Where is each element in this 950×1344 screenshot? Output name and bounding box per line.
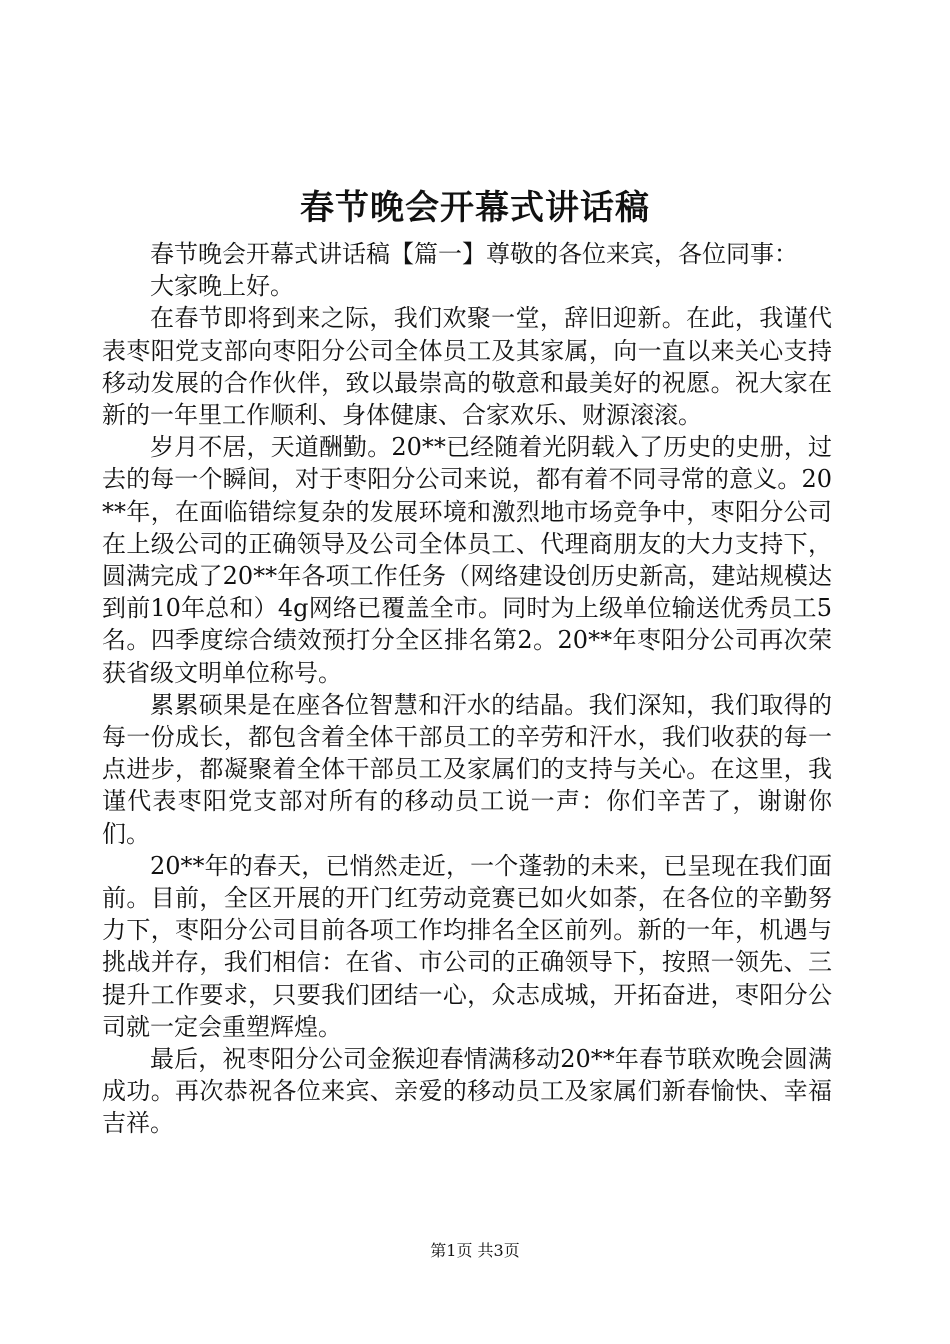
paragraph-gratitude: 累累硕果是在座各位智慧和汗水的结晶。我们深知，我们取得的每一份成长，都包含着全体干部员工的辛劳和汗水，我们收获的每一点进步，都凝聚着全体干部员工及家属们的支持与关心。在这里，我谨代表枣阳党支部对所有的移动员工说一声：你们辛苦了，谢谢你们。 [102, 690, 832, 848]
paragraph-outlook: 20**年的春天，已悄然走近，一个蓬勃的未来，已呈现在我们面前。目前，全区开展的开门红劳动竞赛已如火如荼，在各位的辛勤努力下，枣阳分公司目前各项工作均排名全区前列。新的一年，机遇与挑战并存，我们相信：在省、市公司的正确领导下，按照一领先、三提升工作要求，只要我们团结一心，众志成城，开拓奋进，枣阳分公司就一定会重塑辉煌。 [102, 851, 832, 1041]
paragraph-greeting: 春节晚会开幕式讲话稿【篇一】尊敬的各位来宾，各位同事： [150, 240, 798, 268]
paragraph-good-evening: 大家晚上好。 [150, 272, 294, 301]
paragraph-new-year-wishes: 在春节即将到来之际，我们欢聚一堂，辞旧迎新。在此，我谨代表枣阳党支部向枣阳分公司全体员工及其家属，向一直以来关心支持移动发展的合作伙伴，致以最崇高的敬意和最美好的祝愿。祝大家在新的一年里工作顺利、身体健康、合家欢乐、财源滚滚。 [102, 304, 832, 430]
paragraph-closing: 最后，祝枣阳分公司金猴迎春情满移动20**年春节联欢晚会圆满成功。再次恭祝各位来宾、亲爱的移动员工及家属们新春愉快、幸福吉祥。 [102, 1045, 832, 1138]
paragraph-achievements: 岁月不居，天道酬勤。20**已经随着光阴载入了历史的史册，过去的每一个瞬间，对于枣阳分公司来说，都有着不同寻常的意义。20**年，在面临错综复杂的发展环境和激烈地市场竞争中，枣阳分公司在上级公司的正确领导及公司全体员工、代理商朋友的大力支持下，圆满完成了20**年各项工作任务（网络建设创历史新高，建站规模达到前10年总和）4g网络已覆盖全市。同时为上级单位输送优秀员工5名。四季度综合绩效预打分全区排名第2。20**年枣阳分公司再次荣获省级文明单位称号。 [102, 433, 832, 687]
document-title: 春节晚会开幕式讲话稿 [300, 188, 650, 228]
page-number-footer: 第1页 共3页 [430, 1241, 520, 1260]
document-body [102, 238, 832, 1140]
